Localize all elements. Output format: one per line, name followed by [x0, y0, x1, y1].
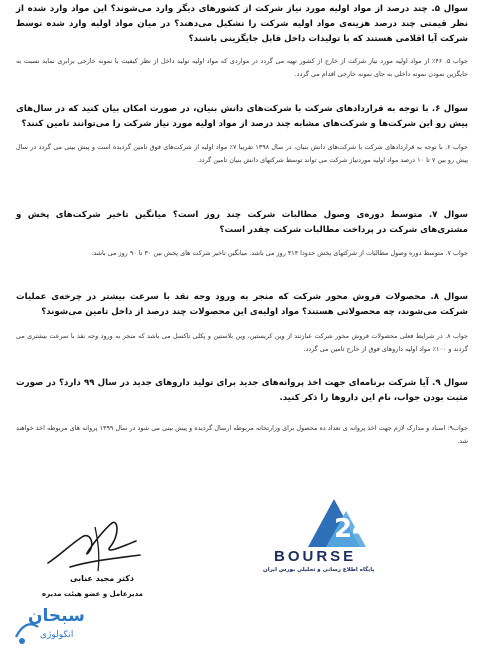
question-6: سوال ۶. با توجه به قراردادهای شرکت با شرکت‌های دانش بنیان، در صورت امکان بیان کنید که در سال‌های پیش رو این شرکت‌ها و شرکت‌های مشابه چند درصد از مواد اولیه مورد نیاز شرکت را می‌توانند تامین کنند؟	[16, 104, 468, 129]
bourse-logo-icon	[286, 493, 396, 551]
sobhan-subtitle: انکولوژی	[40, 630, 74, 640]
question-9: سوال ۹. آیا شرکت برنامه‌ای جهت اخذ پروانه‌های جدید برای تولید داروهای جدید در سال ۹۹ دارد؟ در صورت مثبت بودن جواب، نام این داروها را ذکر کنید.	[16, 378, 469, 403]
signature-image	[40, 515, 150, 575]
question-8: سوال ۸. محصولات فروش محور شرکت که منجر به ورود وجه نقد با سرعت بیشتر در چرخه‌ی عملیات شرکت می‌شوند، چه محصولاتی هستند؟ مواد اولیه‌ی این محصولات چند درصد از داخل تامین می‌شوند؟	[16, 292, 469, 317]
sobhan-wordmark: سبحان	[28, 606, 85, 626]
bourse-wordmark: BOURSE	[274, 548, 357, 565]
answer-6: جواب ۶. با توجه به قراردادهای شرکت با شرکت‌های دانش بنیان، در سال ۱۳۹۸ تقریبا ۷٪ مواد اولیه از شرکت‌های فوق تامین گردیده است و پیش بینی می گردد در سال پیش رو بین ۷ تا ۱۰ درصد مواد اولیه موردنیاز شرکت می تواند توسط شرکتهای دانش بنیان تامین گردد.	[16, 143, 469, 164]
answer-9: جواب۹: اسناد و مدارک لازم جهت اخذ پروانه ی تعداد ده محصول برای وزارتخانه مربوطه ارسال گردیده و پیش بینی می شود در سال ۱۳۹۹ پروانه های مربوطه اخذ خواهند شد.	[16, 424, 469, 445]
answer-8: جواب ۸. در شرایط فعلی محصولات فروش محور شرکت عبارتند از وین کریستین، وین بلاستین و پکلی تاکسل می باشد که منجر به ورود وجه نقد با سرعت بیشتری می گردند و ۱۰۰٪ مواد اولیه داروهای فوق از خارج تامین می گردد.	[16, 332, 469, 353]
signer-title: مدیرعامل و عضو هیئت مدیره	[42, 590, 143, 598]
question-5: سوال ۵. چند درصد از مواد اولیه مورد نیاز شرکت از کشورهای دیگر وارد می‌شوند؟ این مواد وارد شده از نظر قیمتی چند درصد هزینه‌ی مواد اولیه شرکت را تشکیل می‌دهند؟ در میان مواد اولیه وارد شده توسط شرکت آیا اقلامی هستند که با تولیدات داخل قابل جایگزینی باشند؟	[16, 4, 469, 44]
question-7: سوال ۷. متوسط دوره‌ی وصول مطالبات شرکت چند روز است؟ میانگین تاخیر شرکت‌های پخش و مشتری‌های شرکت در پرداخت مطالبات شرکت چقدر است؟	[16, 210, 469, 235]
answer-5: جواب ۵. ۴۶٪ از مواد اولیه مورد نیاز شرکت از خارج از کشور تهیه می گردد در مواردی که مواد اولیه تولید داخل از نظر کیفیت با نمونه خارجی برابری نماید نسبت به جایگزین نمودن نمونه داخلی به جای نمونه خارجی اقدام می گردد.	[16, 57, 468, 78]
svg-text:24: 24	[334, 514, 371, 544]
bourse-subtitle: پایگاه اطلاع رسانی و تحلیلی بورس ایران	[263, 567, 375, 573]
signer-name: دکتر مجید عنابی	[70, 574, 135, 583]
answer-7: جواب ۷. متوسط دوره وصول مطالبات از شرکتهای پخش حدودا ۴۱۴ روز می باشد. میانگین تاخیر شرکت های پخش بین ۳۰ تا ۹۰ روز می باشد.	[91, 249, 468, 257]
